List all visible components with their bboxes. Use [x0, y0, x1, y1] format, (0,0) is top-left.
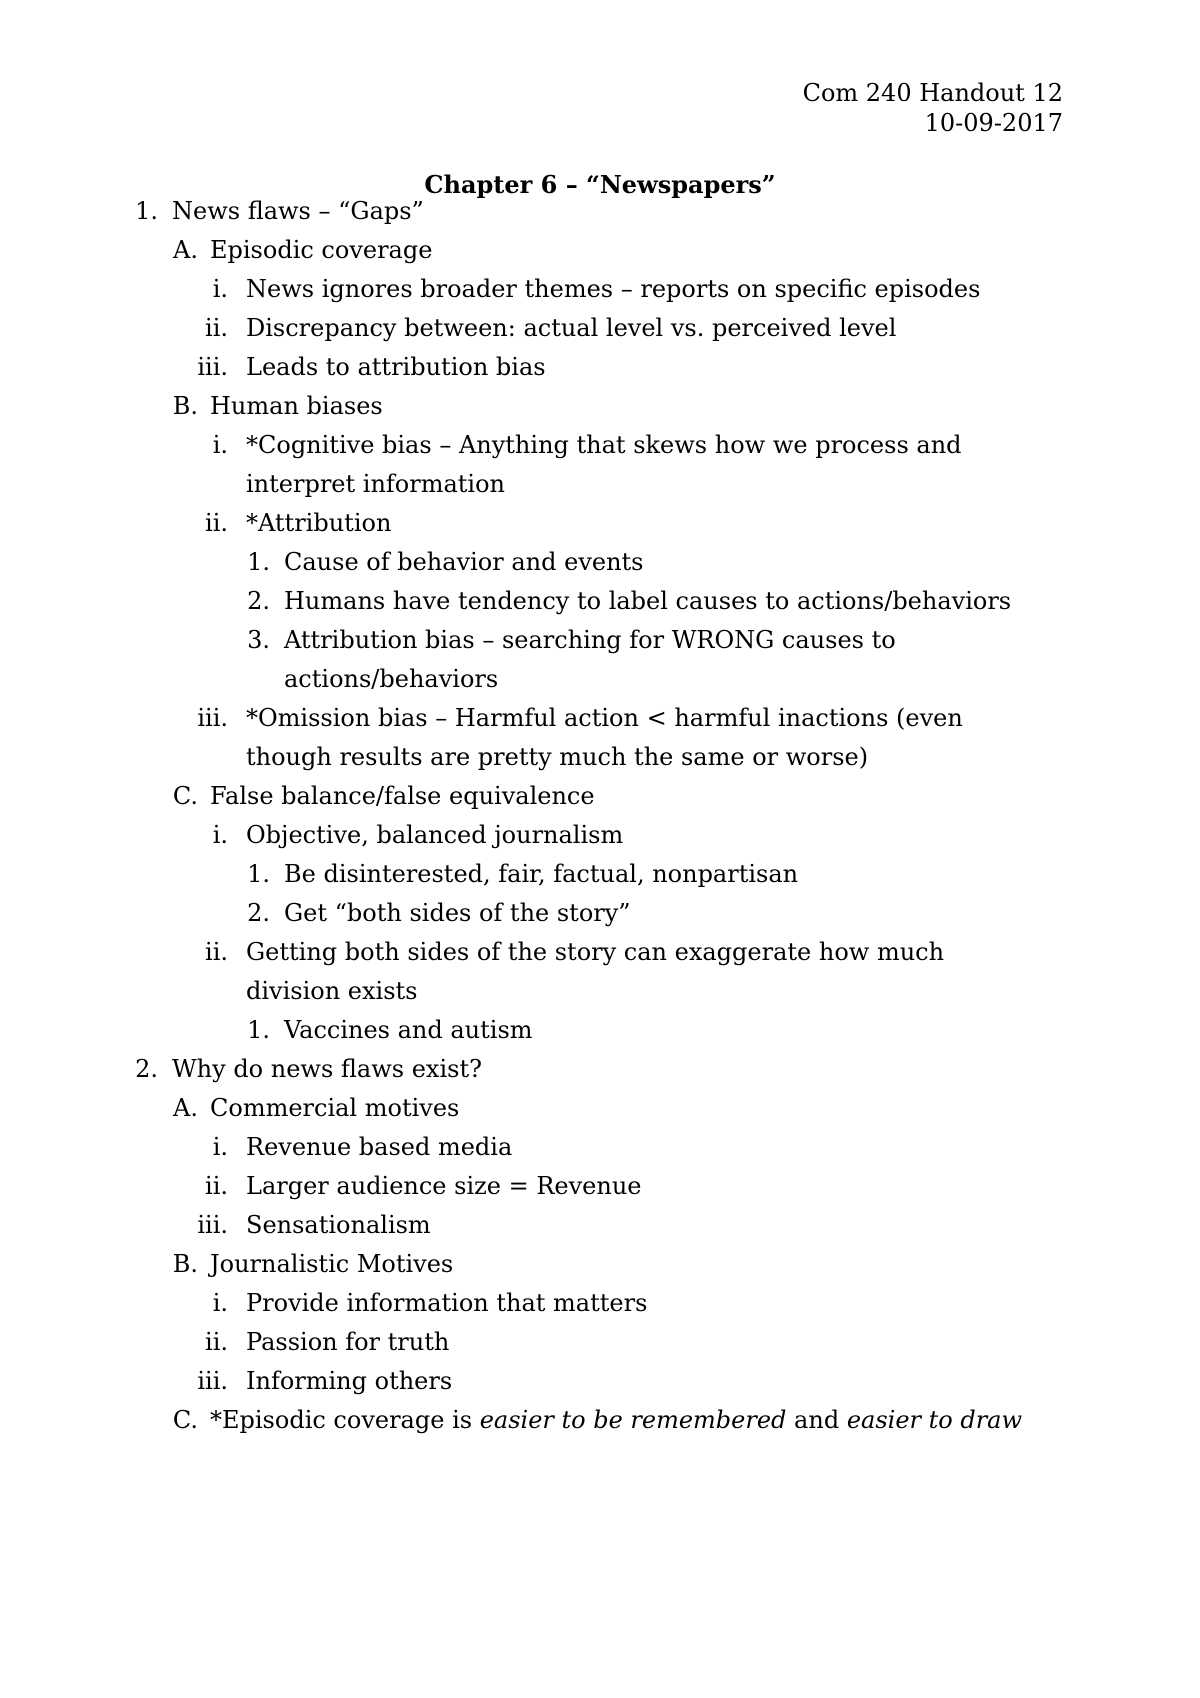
outline-text: Commercial motives [210, 1094, 460, 1122]
list-marker: 2. [247, 587, 270, 615]
outline-text: *Omission bias – Harmful action < harmful inactions (even [246, 704, 963, 732]
outline-text: Cause of behavior and events [284, 548, 644, 576]
outline-text: interpret information [246, 470, 505, 498]
list-marker: ii. [205, 1172, 228, 1200]
outline-text: Revenue based media [246, 1133, 513, 1161]
list-marker: 2. [135, 1055, 158, 1083]
list-marker: C. [172, 782, 198, 810]
date-header: 10-09-2017 [924, 109, 1063, 137]
course-header: Com 240 Handout 12 [802, 79, 1063, 107]
outline-text: Provide information that matters [246, 1289, 648, 1317]
outline-text: Leads to attribution bias [246, 353, 546, 381]
outline-text: Larger audience size = Revenue [246, 1172, 642, 1200]
outline-text: Be disinterested, fair, factual, nonpartisan [284, 860, 799, 888]
list-marker: iii. [197, 704, 228, 732]
outline-text: Objective, balanced journalism [246, 821, 624, 849]
list-marker: i. [212, 1289, 228, 1317]
outline-text: Discrepancy between: actual level vs. perceived level [246, 314, 897, 342]
list-marker: B. [172, 1250, 198, 1278]
outline-text: Human biases [210, 392, 383, 420]
outline-text: Why do news flaws exist? [172, 1055, 482, 1083]
list-marker: A. [173, 1094, 198, 1122]
list-marker: 1. [247, 860, 270, 888]
outline-text: False balance/false equivalence [210, 782, 595, 810]
list-marker: i. [212, 821, 228, 849]
outline-text [210, 1405, 1022, 1435]
outline-text: *Cognitive bias – Anything that skews how we process and [246, 431, 962, 459]
list-marker: iii. [197, 1211, 228, 1239]
list-marker: iii. [197, 353, 228, 381]
outline-text: News flaws – “Gaps” [172, 197, 424, 225]
outline-text: actions/behaviors [284, 665, 499, 693]
outline-text: Attribution bias – searching for WRONG causes to [284, 626, 896, 654]
list-marker: 2. [247, 899, 270, 927]
list-marker: i. [212, 431, 228, 459]
list-marker: ii. [205, 314, 228, 342]
list-marker: ii. [205, 1328, 228, 1356]
outline-text: Episodic coverage [210, 236, 433, 264]
list-marker: ii. [205, 509, 228, 537]
plain-text: *Episodic coverage is [210, 1406, 480, 1434]
outline-text: Passion for truth [246, 1328, 450, 1356]
outline-text: though results are pretty much the same or worse) [246, 743, 869, 771]
plain-text: and [786, 1406, 847, 1434]
outline-text: division exists [246, 977, 418, 1005]
list-marker: 1. [247, 1016, 270, 1044]
outline-text: Informing others [246, 1367, 453, 1395]
outline-text: Humans have tendency to label causes to actions/behaviors [284, 587, 1012, 615]
list-marker: i. [212, 1133, 228, 1161]
outline-text: News ignores broader themes – reports on specific episodes [246, 275, 981, 303]
outline-text: Get “both sides of the story” [284, 899, 631, 927]
chapter-title: Chapter 6 – “Newspapers” [424, 170, 776, 199]
outline-text: Vaccines and autism [284, 1016, 533, 1044]
emphasis-text: easier to draw [846, 1406, 1023, 1434]
list-marker: ii. [205, 938, 228, 966]
list-marker: 1. [135, 197, 158, 225]
list-marker: B. [172, 392, 198, 420]
list-marker: A. [173, 236, 198, 264]
list-marker: C. [172, 1406, 198, 1434]
outline-text: Getting both sides of the story can exaggerate how much [246, 938, 945, 966]
outline-text: *Attribution [246, 509, 392, 537]
outline-text: Sensationalism [246, 1211, 431, 1239]
outline-text: Journalistic Motives [210, 1250, 454, 1278]
emphasis-text: easier to be remembered [479, 1406, 787, 1434]
list-marker: 1. [247, 548, 270, 576]
list-marker: iii. [197, 1367, 228, 1395]
list-marker: 3. [247, 626, 270, 654]
list-marker: i. [212, 275, 228, 303]
